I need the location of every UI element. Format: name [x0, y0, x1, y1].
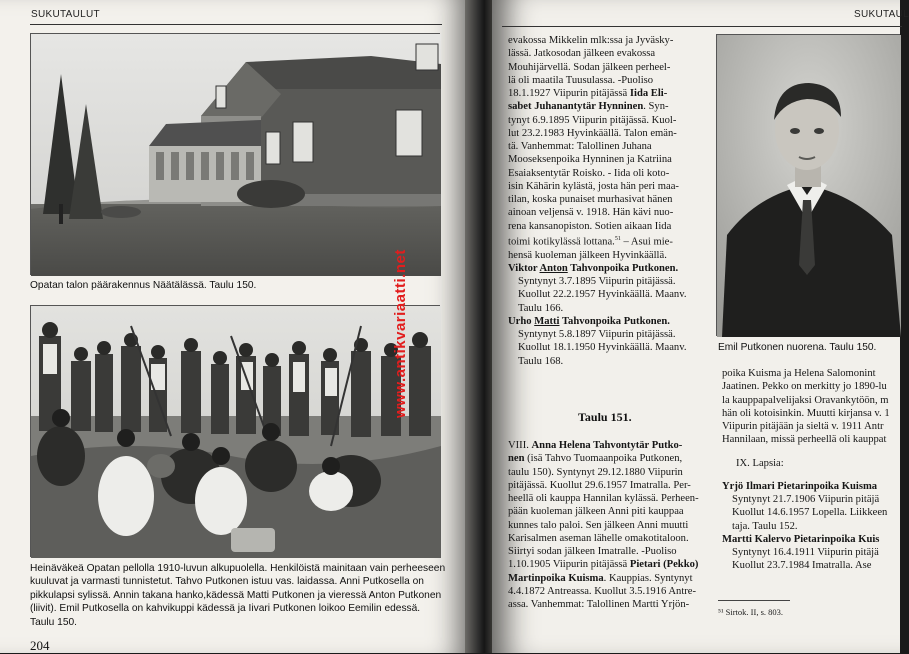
text-line: tilan, koska punaiset murhasivat hänen [508, 194, 673, 205]
text-line: lut 23.2.1983 Hyvinkäällä. Talon emän- [508, 127, 677, 139]
text-line: hän oli kotoisinkin. Muutti kirjansa v. 1 [722, 407, 890, 419]
text-line: Kuollut 23.7.1984 Imatralla. Ase [732, 560, 872, 572]
spouse-name: Iida Eli- [629, 88, 668, 99]
text-line: Kuollut 18.1.1950 Hyvinkäällä. Maanv. [518, 342, 687, 354]
text-line: Mouhijärvellä. Sodan jälkeen perheel- [508, 61, 671, 73]
page-number: 204 [30, 638, 50, 653]
running-head-left: SUKUTAULUT [31, 9, 100, 20]
text-line: Siirtyi sodan jälkeen Imatralle. -Puoliso [508, 546, 677, 557]
child-entry-urho: Urho Matti Tahvonpoika Putkonen. [508, 315, 670, 327]
footnote-mark: 51 [614, 235, 621, 242]
text-line: toimi kotikylässä lottana.$^{51}$ – Asui mie- [508, 235, 673, 248]
text-column-2 [722, 367, 900, 573]
footnote-rule [718, 600, 790, 601]
text-line: Syntynyt 16.4.1911 Viipurin pitäjä [732, 547, 879, 558]
text-line: Viipurin pitäjään ja sieltä v. 1911 Antr [722, 421, 884, 432]
text-line: nen (isä Tahvo Tuomaanpoika Putkonen, [508, 453, 683, 465]
text-line: la kauppapalvelijaksi Oravankytöön, m [722, 394, 889, 406]
caption-line: (liivit). Emil Putkosella on kahvikuppi kädessä ja Iivari Putkonen loikoo Eemilin edessä. [30, 603, 421, 615]
text-line: pitäjässä. Kuollut 29.6.1957 Imatralla. Per- [508, 479, 691, 491]
running-head-right: SUKUTAUL [854, 9, 909, 20]
text-line: Jaatinen. Pekko on merkitty jo 1890-lu [722, 381, 887, 393]
text-line: taulu 150). Syntynyt 29.12.1880 Viipurin [508, 466, 683, 478]
text-line: hensä kuoleman jälkeen Hyvinkäällä. [508, 249, 667, 261]
table-heading: Taulu 151. [578, 410, 632, 424]
text-line: taja. Taulu 152. [732, 520, 798, 532]
children-heading: IX. Lapsia: [736, 457, 784, 469]
spouse-line: 18.1.1927 Viipurin pitäjässä Iida Eli- [508, 88, 668, 99]
text-line: Kuollut 22.2.1957 Hyvinkäällä. Maanv. [518, 289, 687, 301]
text-line: Hannilaan, missä perheellä oli kauppat [722, 434, 887, 446]
text-line: lässä. Jatkosodan jälkeen evakossa [508, 48, 656, 60]
text-column-1 [508, 34, 708, 368]
portrait-photo [716, 34, 900, 336]
spouse-line: 1.10.1905 Viipurin pitäjässä Pietari (Pekko) [508, 559, 699, 571]
right-page [492, 0, 909, 653]
text-line: ainoan veljensä v. 1918. Hän kävi nuo- [508, 207, 674, 219]
text-line: Syntynyt 21.7.1906 Viipurin pitäjä [732, 494, 880, 505]
hay-workers-caption [30, 562, 445, 629]
caption-line: Heinäväkeä Opatan pellolla 1910-luvun alkupuolella. Henkilöistä mainitaan vain perheeseen [30, 563, 446, 574]
text-line: Syntynyt 5.8.1897 Viipurin pitäjässä. [518, 329, 676, 341]
text-column-1-lower [508, 439, 708, 611]
text-line: assa. Vanhemmat: Talollinen Martti Yrjön- [508, 599, 690, 610]
text-line: 4.4.1872 Antreassa. Kuollut 3.5.1916 Antre- [508, 585, 697, 597]
text-line: pään kuoleman jälkeen Anni piti kauppaa [508, 506, 684, 518]
hay-workers-illustration [31, 306, 441, 558]
text-line: Syntynyt 3.7.1895 Viipurin pitäjässä. [518, 276, 676, 288]
caption-line: Taulu 150. [30, 616, 78, 628]
child-entry-martti: Martti Kalervo Pietarinpoika Kuis [722, 533, 880, 545]
text-line: poika Kuisma ja Helena Salomonint [722, 368, 876, 379]
text-line: Kuollut 14.6.1957 Lopella. Liikkeen [732, 507, 888, 519]
text-line: Taulu 166. [518, 302, 564, 314]
spouse-line: sabet Juhanantytär Hynninen. Syn- [508, 101, 669, 113]
text-line: kunnes talo paloi. Sen jälkeen Anni muutti [508, 519, 689, 531]
text-line: Mooseksenpoika Hynninen ja Katriina [508, 154, 672, 166]
footnote: ⁵¹ Sirtok. II, s. 803. [718, 607, 784, 617]
text-line: isin Kähärin kylästä, josta hän peri maa- [508, 180, 679, 192]
text-line: tä. Vanhemmat: Talollinen Juhana [508, 141, 652, 152]
spouse-name: sabet Juhanantytär Hynninen [508, 101, 644, 113]
text-line: Karisalmen aseman lähelle omakotitaloon. [508, 532, 689, 544]
text-line: lä oli maatila Tuusulassa. -Puoliso [508, 74, 654, 86]
portrait-caption: Emil Putkonen nuorena. Taulu 150. [718, 342, 877, 353]
text-line: Esaiaksentytär Roisko. - Iida oli koto- [508, 167, 670, 179]
text-line: evakossa Mikkelin mlk:ssa ja Jyväsky- [508, 35, 674, 46]
farmhouse-photo [30, 33, 440, 275]
child-entry-viktor: Viktor Anton Tahvonpoika Putkonen. [508, 262, 679, 274]
farmhouse-illustration [31, 34, 441, 276]
header-rule-right [502, 26, 902, 27]
farmhouse-caption: Opatan talon päärakennus Näätälässä. Taulu 150. [30, 280, 257, 291]
text-line: Taulu 168. [518, 355, 564, 367]
text-line: rena kansanopiston. Sotien aikaan Iida [508, 220, 672, 232]
header-rule-left [30, 24, 442, 25]
text-line: heellä oli kauppa Hannilan kylässä. Perheen- [508, 493, 699, 504]
text-line: tynyt 6.9.1895 Viipurin pitäjässä. Kuol- [508, 114, 677, 126]
child-entry-yrjo: Yrjö Ilmari Pietarinpoika Kuisma [722, 480, 878, 492]
caption-line: pikkulapsi sylissä. Annin takana hanko,kädessä Matti Putkonen ja vieressä Anton Putkonen [30, 589, 442, 601]
entry-heading: VIII. Anna Helena Tahvontytär Putko- [508, 440, 683, 451]
spouse-line: Martinpoika Kuisma. Kauppias. Syntynyt [508, 572, 693, 584]
hay-workers-photo [30, 305, 440, 557]
portrait-illustration [717, 35, 901, 337]
watermark: www.antikvariaatti.net [392, 249, 409, 418]
caption-line: kuuluvat ja varmasti tunnistetut. Tahvo Putkonen istuu vas. laidassa. Anni Putkosella on [30, 576, 424, 588]
